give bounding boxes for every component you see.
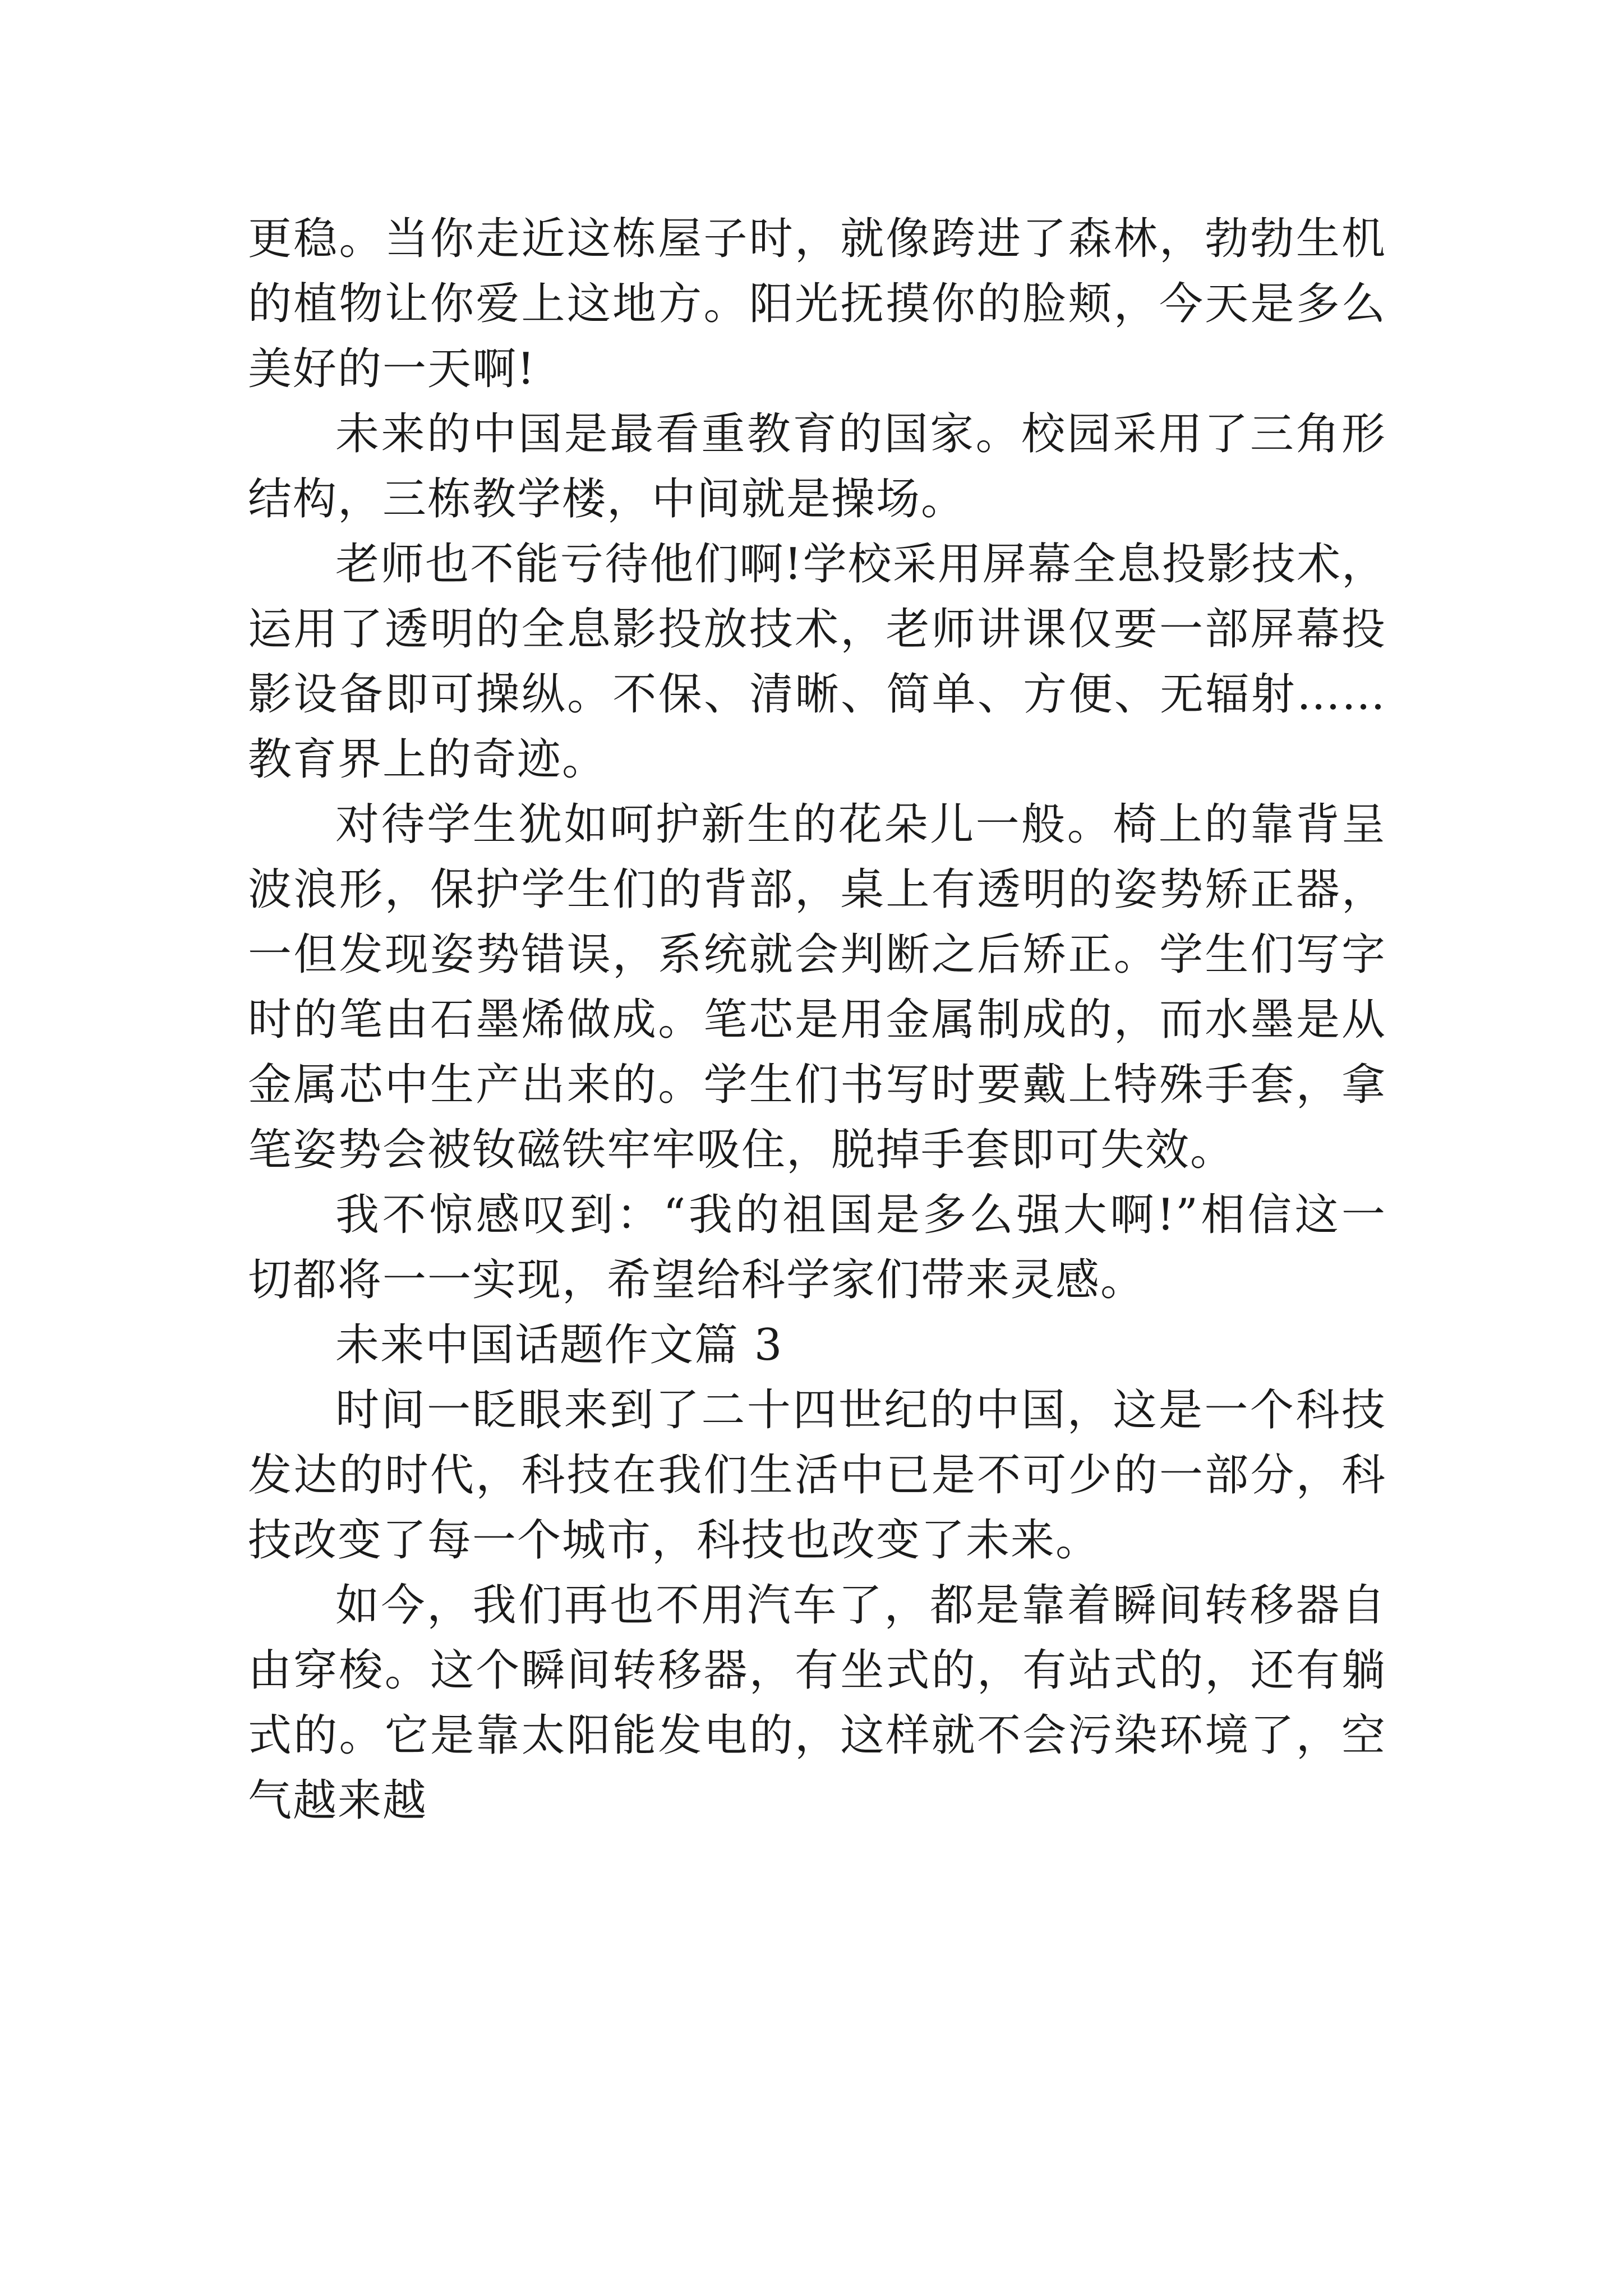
section-heading: 未来中国话题作文篇 3 xyxy=(335,1320,783,1370)
paragraph: 我不惊感叹到：“我的祖国是多么强大啊!”相信这一切都将一一实现，希望给科学家们带来灵感。 xyxy=(248,1190,1386,1305)
paragraph: 未来的中国是最看重教育的国家。校园采用了三角形结构，三栋教学楼，中间就是操场。 xyxy=(248,409,1386,524)
paragraph: 老师也不能亏待他们啊!学校采用屏幕全息投影技术，运用了透明的全息影投放技术，老师讲课仅要一部屏幕投影设备即可操纵。不保、清晰、简单、方便、无辐射……教育界上的奇迹。 xyxy=(248,539,1386,785)
paragraph: 更稳。当你走近这栋屋子时，就像跨进了森林，勃勃生机的植物让你爱上这地方。阳光抚摸你的脸颊，今天是多么美好的一天啊! xyxy=(248,214,1386,394)
paragraph: 对待学生犹如呵护新生的花朵儿一般。椅上的靠背呈波浪形，保护学生们的背部，桌上有透明的姿势矫正器，一但发现姿势错误，系统就会判断之后矫正。学生们写字时的笔由石墨烯做成。笔芯是用金属制成的，而水墨是从金属芯中生产出来的。学生们书写时要戴上特殊手套，拿笔姿势会被钕磁铁牢牢吸住，脱掉手套即可失效。 xyxy=(248,799,1386,1175)
paragraph: 时间一眨眼来到了二十四世纪的中国，这是一个科技发达的时代，科技在我们生活中已是不可少的一部分，科技改变了每一个城市，科技也改变了未来。 xyxy=(248,1385,1386,1566)
document-body xyxy=(248,206,1386,1833)
paragraph: 如今，我们再也不用汽车了，都是靠着瞬间转移器自由穿梭。这个瞬间转移器，有坐式的，有站式的，还有躺式的。它是靠太阳能发电的，这样就不会污染环境了，空气越来越 xyxy=(248,1580,1386,1826)
